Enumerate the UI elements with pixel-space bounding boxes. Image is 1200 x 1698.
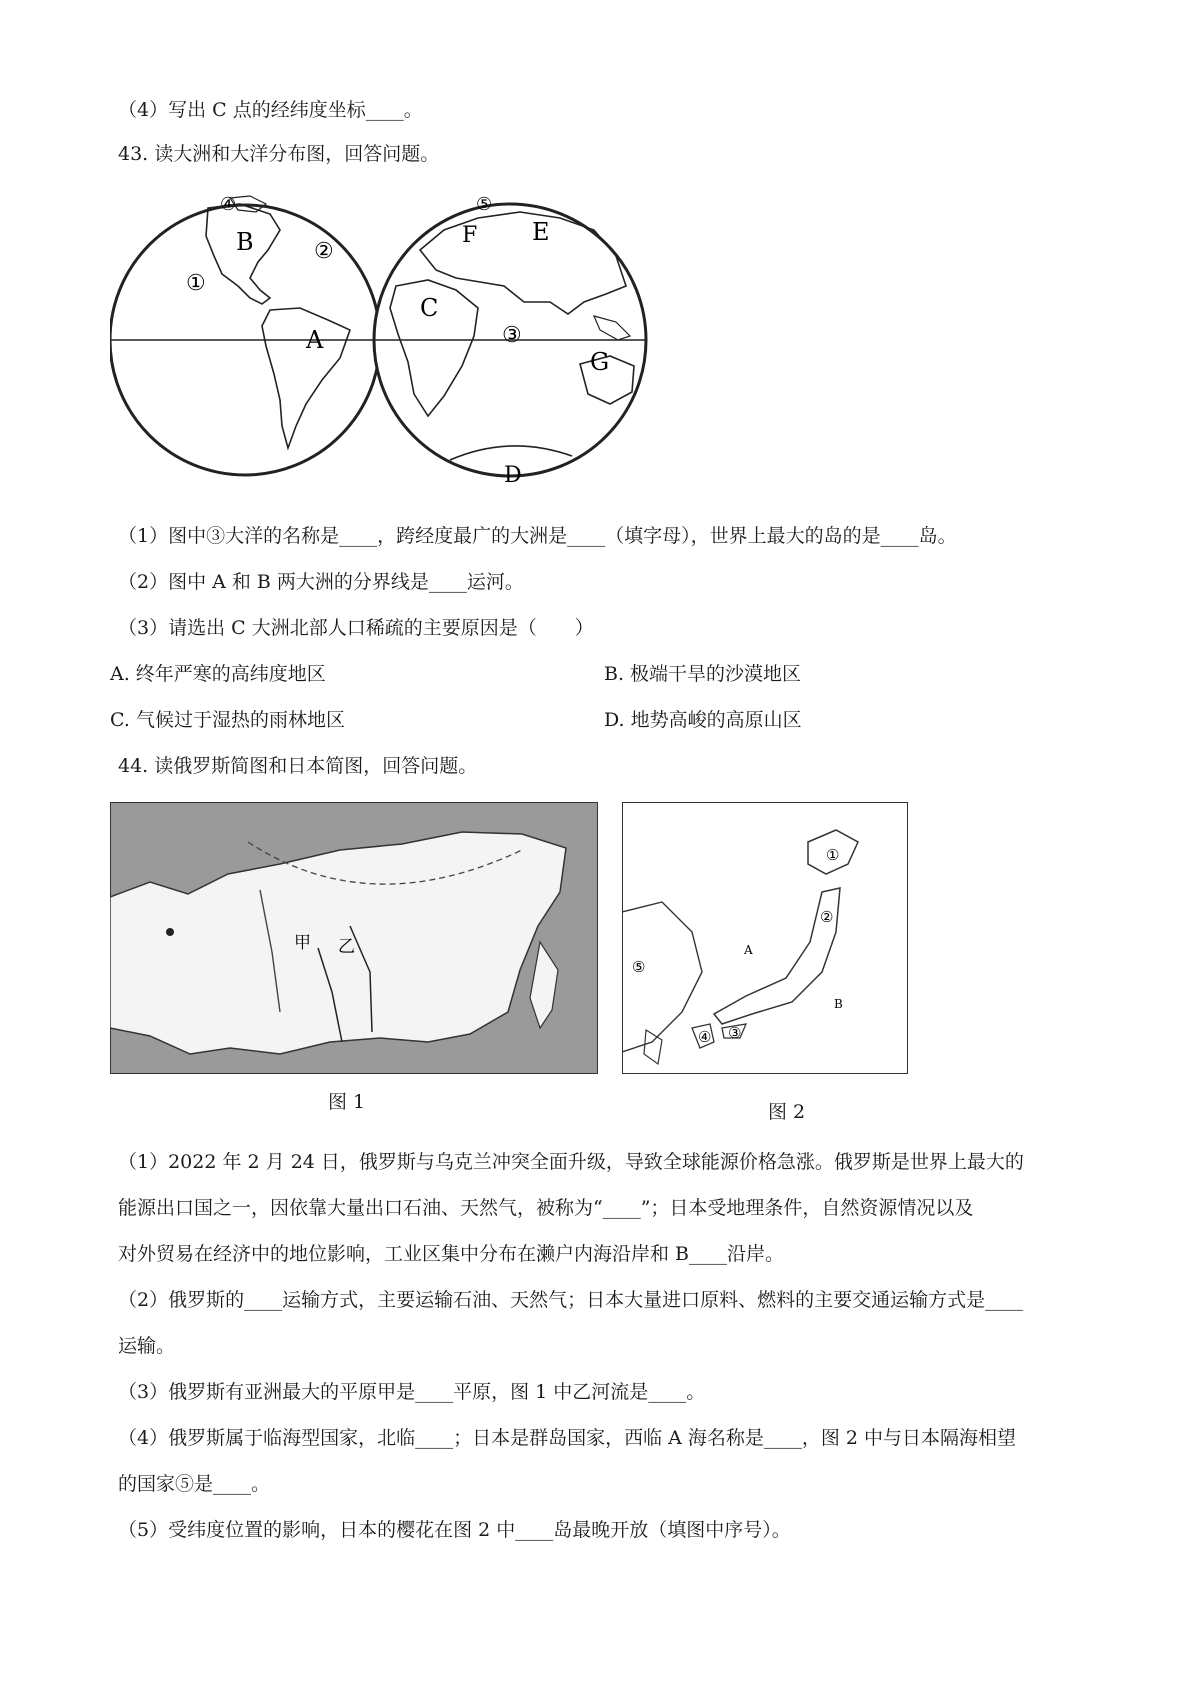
label-sea-A: A	[744, 943, 753, 957]
q44-item3: （3）俄罗斯有亚洲最大的平原甲是____平原，图 1 中乙河流是____。	[118, 1381, 706, 1403]
label-island-1: ①	[826, 846, 840, 864]
label-island-4: ④	[698, 1028, 712, 1046]
world-continents-map	[110, 190, 710, 490]
label-F: F	[462, 223, 478, 248]
q43-item1: （1）图中③大洋的名称是____，跨经度最广的大洲是____（填字母），世界上最大的岛的是____岛。	[118, 525, 957, 547]
label-D: D	[504, 463, 522, 488]
q43-title: 43. 读大洲和大洋分布图，回答问题。	[118, 143, 440, 165]
label-ocean-1: ①	[186, 271, 206, 296]
q42-item4: （4）写出 C 点的经纬度坐标____。	[118, 99, 423, 121]
label-B: B	[834, 997, 843, 1011]
label-country-5: ⑤	[632, 958, 646, 976]
label-ocean-2: ②	[314, 239, 334, 264]
q43-item2: （2）图中 A 和 B 两大洲的分界线是____运河。	[118, 571, 524, 593]
q44-item4-line1: （4）俄罗斯属于临海型国家，北临____；日本是群岛国家，西临 A 海名称是____，图 2 中与日本隔海相望	[118, 1427, 1017, 1449]
q43-option-B: B. 极端干旱的沙漠地区	[604, 663, 802, 685]
label-C: C	[420, 294, 439, 322]
q44-item1-line1: （1）2022 年 2 月 24 日，俄罗斯与乌克兰冲突全面升级，导致全球能源价格急涨。俄罗斯是世界上最大的	[118, 1151, 1024, 1173]
q44-title: 44. 读俄罗斯简图和日本简图，回答问题。	[118, 755, 478, 777]
q44-item2-line2: 运输。	[118, 1335, 176, 1357]
label-E: E	[532, 218, 550, 246]
q44-item2-line1: （2）俄罗斯的____运输方式，主要运输石油、天然气；日本大量进口原料、燃料的主要交通运输方式是____	[118, 1289, 1024, 1311]
fig2-caption: 图 2	[768, 1101, 806, 1123]
label-jia: 甲	[294, 933, 311, 953]
russia-map	[110, 802, 598, 1074]
moscow-dot	[166, 928, 174, 936]
q43-option-C: C. 气候过于湿热的雨林地区	[110, 709, 345, 731]
label-G: G	[590, 348, 610, 376]
q43-option-A: A. 终年严寒的高纬度地区	[110, 663, 326, 685]
label-B: B	[236, 228, 254, 256]
label-ocean-5: ⑤	[476, 194, 493, 215]
japan-map	[622, 802, 908, 1074]
label-island-3: ③	[728, 1024, 742, 1042]
label-ocean-4: ④	[220, 194, 237, 215]
label-yi: 乙	[338, 937, 355, 957]
fig1-caption: 图 1	[328, 1091, 366, 1113]
q43-option-D: D. 地势高峻的高原山区	[604, 709, 802, 731]
label-island-2: ②	[820, 908, 834, 926]
label-ocean-3: ③	[502, 323, 522, 348]
q43-item3: （3）请选出 C 大洲北部人口稀疏的主要原因是（ ）	[118, 617, 594, 639]
label-A: A	[306, 326, 324, 354]
q44-item5: （5）受纬度位置的影响，日本的樱花在图 2 中____岛最晚开放（填图中序号）。	[118, 1519, 791, 1541]
q44-item1-line3: 对外贸易在经济中的地位影响，工业区集中分布在濑户内海沿岸和 B____沿岸。	[118, 1243, 785, 1265]
q44-item1-line2: 能源出口国之一，因依靠大量出口石油、天然气，被称为“____”；日本受地理条件，自然资源情况以及	[118, 1197, 974, 1219]
q44-item4-line2: 的国家⑤是____。	[118, 1473, 271, 1495]
